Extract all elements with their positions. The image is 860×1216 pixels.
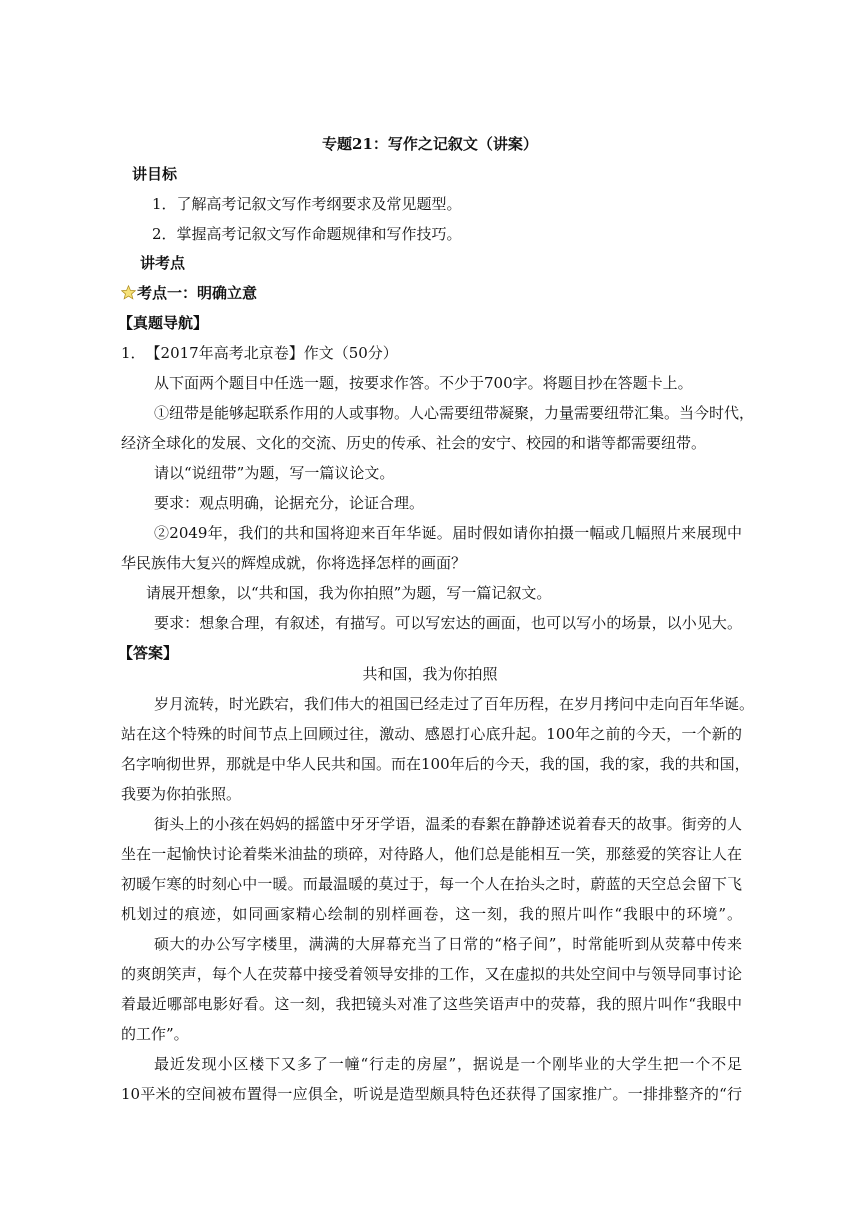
star-icon <box>121 285 136 300</box>
question-text: ①纽带是能够起联系作用的人或事物。人心需要纽带凝聚，力量需要纽带汇集。当今时代， <box>154 404 755 422</box>
question-text: 要求：想象合理，有叙述，有描写。可以写宏达的画面，也可以写小的场景，以小见大。 <box>154 614 742 632</box>
essay-line: 街头上的小孩在妈妈的摇篮中牙牙学语，温柔的春絮在静静述说着春天的故事。街旁的人 <box>154 815 742 833</box>
essay-line: 初暖乍寒的时刻心中一暖。而最温暖的莫过于，每一个人在抬头之时，蔚蓝的天空总会留下飞 <box>121 875 742 893</box>
essay-line: 站在这个特殊的时间节点上回顾过往，激动、感恩打心底升起。100年之前的今天，一个新的 <box>121 725 742 743</box>
question-one: 1． 【2017年高考北京卷】作文（50分） <box>121 344 398 362</box>
question-text: 请以“说纽带”为题，写一篇议论文。 <box>154 464 395 482</box>
goal-item: 2．掌握高考记叙文写作命题规律和写作技巧。 <box>152 225 462 243</box>
essay-line: 的爽朗笑声，每个人在荧幕中接受着领导安排的工作，又在虚拟的共处空间中与领导同事讨论 <box>121 965 742 983</box>
essay-line: 岁月流转，时光跌宕，我们伟大的祖国已经走过了百年历程，在岁月拷问中走向百年华诞。 <box>154 695 755 713</box>
essay-line: 坐在一起愉快讨论着柴米油盐的琐碎，对待路人，他们总是能相互一笑，那慈爱的笑容让人在 <box>121 845 742 863</box>
essay-line: 机划过的痕迹，如同画家精心绘制的别样画卷，这一刻，我的照片叫作“我眼中的环境”。 <box>121 905 742 923</box>
point-one-label: 考点一：明确立意 <box>137 284 258 302</box>
points-heading: 讲考点 <box>140 254 186 272</box>
question-text: 华民族伟大复兴的辉煌成就，你将选择怎样的画面？ <box>121 554 467 572</box>
question-text: 经济全球化的发展、文化的交流、历史的传承、社会的安宁、校园的和谐等都需要纽带。 <box>121 434 707 452</box>
point-one <box>121 283 257 303</box>
essay-line: 硕大的办公写字楼里，满满的大屏幕充当了日常的“格子间”，时常能听到从荧幕中传来 <box>154 935 742 953</box>
essay-line: 的工作”。 <box>121 1025 189 1043</box>
question-text: 要求：观点明确，论据充分，论证合理。 <box>154 494 425 512</box>
page-title: 专题21：写作之记叙文（讲案） <box>322 135 538 153</box>
essay-line: 10平米的空间被布置得一应俱全，听说是造型颇具特色还获得了国家推广。一排排整齐的“行 <box>121 1085 742 1103</box>
essay-line: 着最近哪部电影好看。这一刻，我把镜头对准了这些笑语声中的荧幕，我的照片叫作“我眼中 <box>121 995 742 1013</box>
question-text: 从下面两个题目中任选一题，按要求作答。不少于700字。将题目抄在答题卡上。 <box>154 374 693 392</box>
essay-title: 共和国，我为你拍照 <box>362 665 498 683</box>
question-text: 请展开想象，以“共和国，我为你拍照”为题，写一篇记叙文。 <box>146 584 552 602</box>
essay-line: 名字响彻世界，那就是中华人民共和国。而在100年后的今天，我的国，我的家，我的共和国， <box>121 755 750 773</box>
essay-line: 我要为你拍张照。 <box>121 785 242 803</box>
question-text: ②2049年，我们的共和国将迎来百年华诞。届时假如请你拍摄一幅或几幅照片来展现中 <box>154 524 742 542</box>
real-exam-heading: 【真题导航】 <box>118 314 209 332</box>
essay-line: 最近发现小区楼下又多了一幢“行走的房屋”，据说是一个刚毕业的大学生把一个不足 <box>154 1055 742 1073</box>
answer-heading: 【答案】 <box>118 644 179 662</box>
goals-heading: 讲目标 <box>132 165 178 183</box>
goal-item: 1．了解高考记叙文写作考纲要求及常见题型。 <box>152 195 462 213</box>
